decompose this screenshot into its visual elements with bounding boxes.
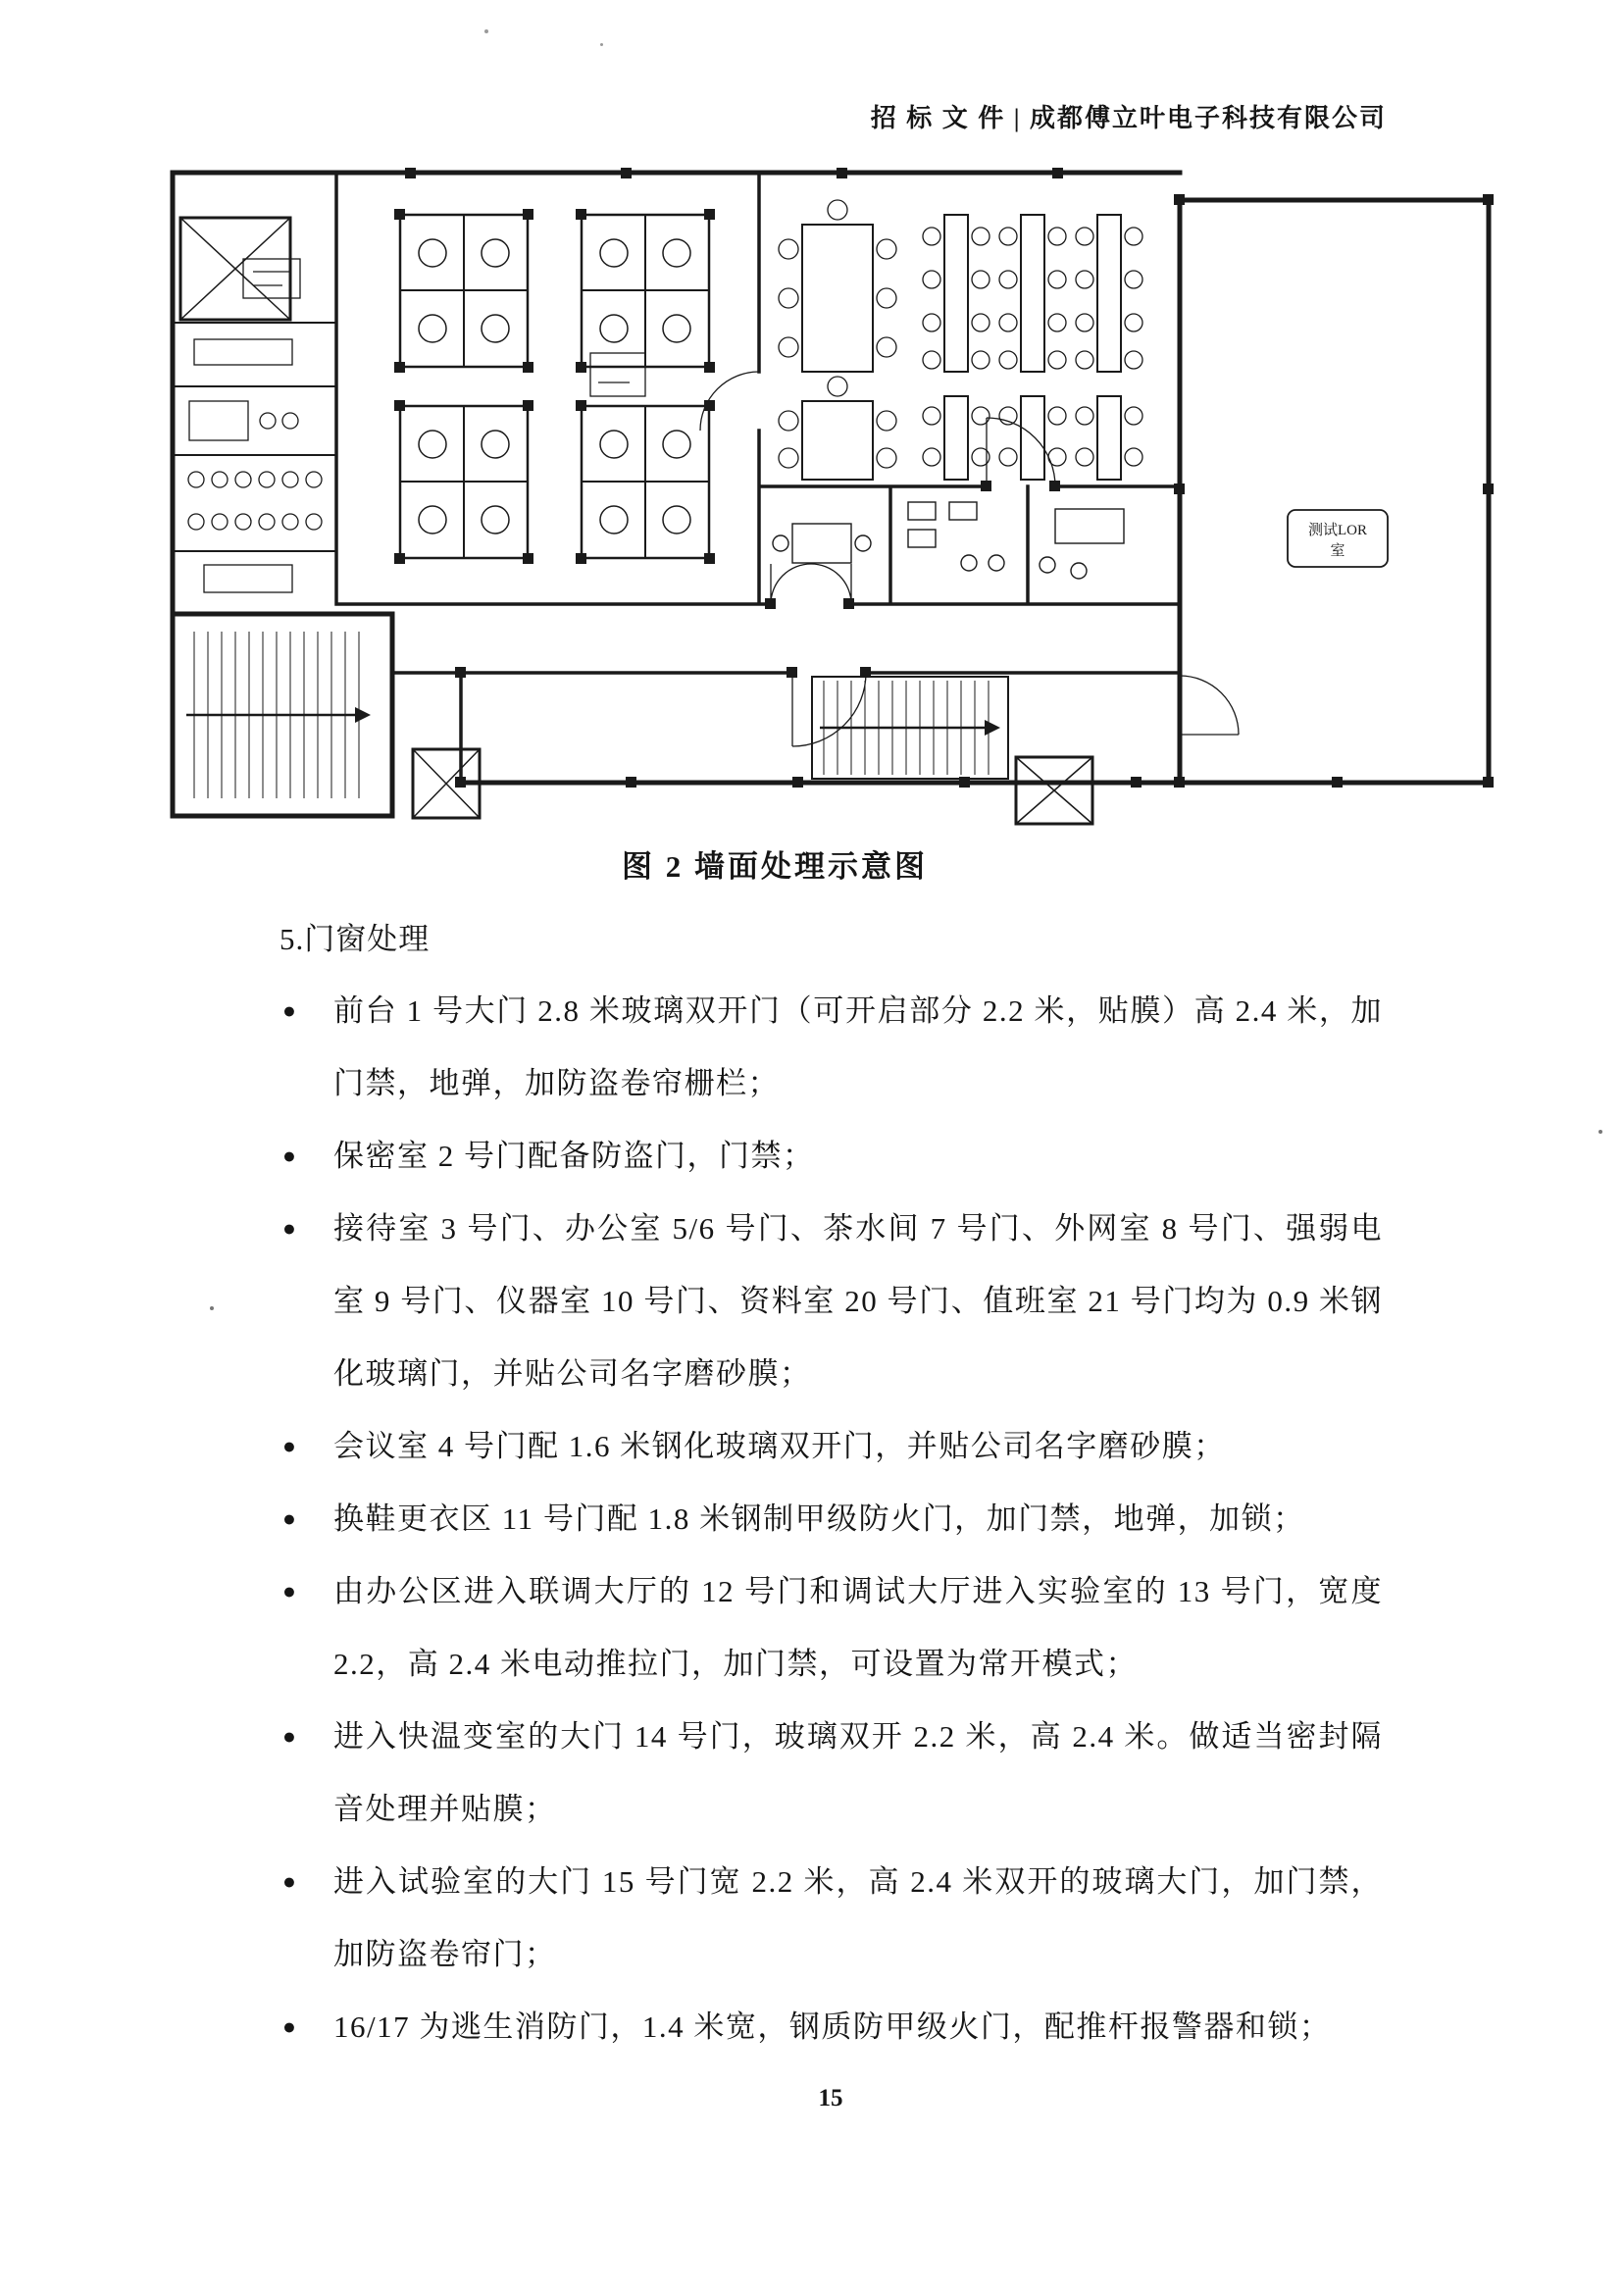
bullet-item xyxy=(282,1483,1383,1555)
room-label-box xyxy=(1288,510,1388,567)
bullet-text: 由办公区进入联调大厅的 12 号门和调试大厅进入实验室的 13 号门，宽度 2.2，高 2.4 米电动推拉门，加门禁，可设置为常开模式； xyxy=(333,1574,1383,1681)
scan-speck xyxy=(600,43,603,46)
figure-caption: 图 2 墙面处理示意图 xyxy=(622,849,928,884)
scan-speck xyxy=(1599,1130,1602,1134)
bullet-item xyxy=(282,975,1383,1120)
bullet-text: 16/17 为逃生消防门，1.4 米宽，钢质防甲级火门，配推杆报警器和锁； xyxy=(333,2009,1332,2044)
bullet-text: 会议室 4 号门配 1.6 米钢化玻璃双开门，并贴公司名字磨砂膜； xyxy=(333,1429,1226,1463)
bullet-item xyxy=(282,1120,1383,1193)
staircase-left xyxy=(186,632,371,798)
bullet-marker: ● xyxy=(282,1434,296,1458)
bullet-text: 保密室 2 号门配备防盗门，门禁； xyxy=(333,1139,815,1173)
bullet-item xyxy=(282,1701,1383,1846)
bullet-text: 进入试验室的大门 15 号门宽 2.2 米，高 2.4 米双开的玻璃大门，加门禁，加防盗卷帘门； xyxy=(333,1864,1383,1971)
desk-pods xyxy=(394,209,715,564)
bullet-marker: ● xyxy=(282,1216,296,1241)
bullet-marker: ● xyxy=(282,1506,296,1531)
page-number: 15 xyxy=(818,2085,843,2111)
room-label-line2: 室 xyxy=(1330,543,1345,559)
bullet-text: 换鞋更衣区 11 号门配 1.8 米钢制甲级防火门，加门禁，地弹，加锁； xyxy=(333,1501,1305,1536)
staircase-right xyxy=(812,677,1008,779)
section-heading: 5.门窗处理 xyxy=(279,922,431,956)
plan-interior-walls xyxy=(173,173,1180,783)
middle-rooms-furniture xyxy=(773,502,1124,579)
bullet-marker: ● xyxy=(282,1869,296,1894)
bullet-marker: ● xyxy=(282,2014,296,2039)
scan-speck xyxy=(210,1306,214,1310)
bullet-item xyxy=(282,1555,1383,1701)
bullet-item xyxy=(282,1193,1383,1410)
bullet-list xyxy=(282,975,1383,2063)
column-markers xyxy=(405,168,1494,788)
room-label-line1: 测试LOR xyxy=(1307,523,1368,538)
bullet-text: 进入快温变室的大门 14 号门，玻璃双开 2.2 米，高 2.4 米。做适当密封隔音处理并贴膜； xyxy=(333,1719,1383,1826)
bullet-marker: ● xyxy=(282,1579,296,1603)
bullet-item xyxy=(282,1410,1383,1483)
office-label-box xyxy=(243,259,645,396)
bullet-marker: ● xyxy=(282,1144,296,1168)
floor-plan-graphic xyxy=(165,161,1502,830)
bullet-item xyxy=(282,1991,1383,2063)
left-rooms-furniture xyxy=(188,339,322,592)
scan-speck xyxy=(484,29,488,33)
page-header: 招 标 文 件 | 成都傅立叶电子科技有限公司 xyxy=(870,104,1387,132)
bullet-item xyxy=(282,1846,1383,1991)
bullet-marker: ● xyxy=(282,1724,296,1749)
bullet-text: 接待室 3 号门、办公室 5/6 号门、茶水间 7 号门、外网室 8 号门、强弱电室 9 号门、仪器室 10 号门、资料室 20 号门、值班室 21 号门均为 0.9 米钢化玻璃门，并贴公司名字磨砂膜； xyxy=(333,1211,1383,1391)
plan-outer-walls xyxy=(173,173,1489,816)
floor-plan-figure xyxy=(165,161,1502,830)
right-office-furniture xyxy=(779,200,1142,480)
bullet-marker: ● xyxy=(282,998,296,1023)
bullet-text: 前台 1 号大门 2.8 米玻璃双开门（可开启部分 2.2 米，贴膜）高 2.4 米，加门禁，地弹，加防盗卷帘栅栏； xyxy=(333,993,1383,1100)
